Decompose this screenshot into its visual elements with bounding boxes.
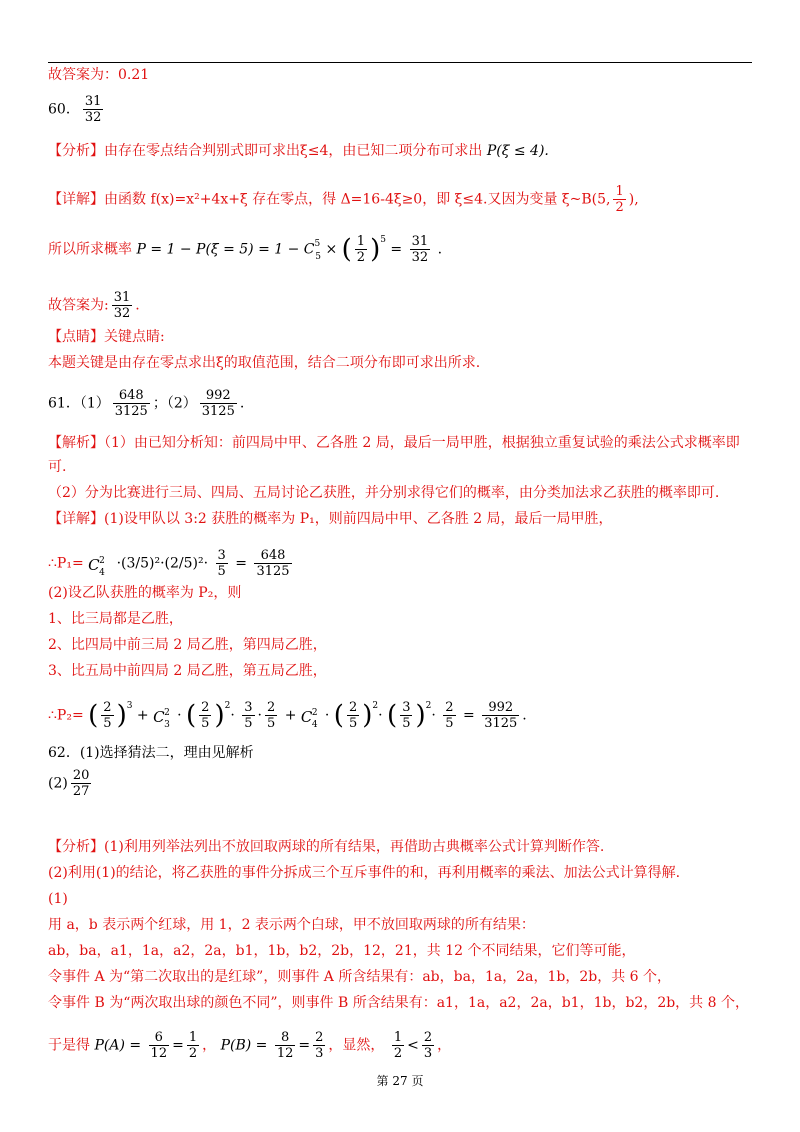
q62-analysis: 【分析】(1)利用列举法列出不放回取两球的所有结果，再借助古典概率公式计算判断作答. xyxy=(48,839,605,855)
q62-answer-1: 62．(1)选择猜法二，理由见解析 xyxy=(48,745,254,761)
header-rule xyxy=(48,62,752,63)
q61-p2-formula: ∴P₂= ( $\frac{2}{5}$ )$^3$ + C 2 3 · ( $\frac{2}{5}$ )$^2$· $\frac{3}{5}$ · $\frac{2}{5}$ + C 2 4 · ( $\frac{2}{5}$ )$^2$· ( $\frac{3}{5}$ )$^2$· $\frac{2}{5}$ = $\frac{992}{3125}$ . xyxy=(48,700,527,731)
key-point: 【点睛】关键点睛: xyxy=(48,329,165,345)
q62-step-2: 用 a，b 表示两个红球，用 1，2 表示两个白球，甲不放回取两球的所有结果： xyxy=(48,917,535,933)
page-footer: 第 27 页 xyxy=(376,1074,424,1088)
case-1: 1、比三局都是乙胜， xyxy=(48,611,183,627)
q60-probability: 所以所求概率 $P = 1 - P(\xi = 5) = 1 - C^5_5$ × ( $\frac{1}{2}$ )$^5$ = $\frac{31}{32}$ . xyxy=(48,234,443,265)
q62-step-5: 令事件 B 为“两次取出球的颜色不同”，则事件 B 所含结果有：a1，1a，a2，2a，b1，1b，b2，2b，共 8 个， xyxy=(48,995,749,1011)
q61-solution-2: （2）分为比赛进行三局、四局、五局讨论乙获胜，并分别求得它们的概率，由分类加法求乙获胜的概率即可. xyxy=(48,485,720,501)
case-2: 2、比四局中前三局 2 局乙胜，第四局乙胜， xyxy=(48,637,327,653)
q60-number: 60． xyxy=(48,101,80,118)
q62-step-6: 于是得 P(A) = $\frac{6}{12}$ = $\frac{1}{2}$ ， P(B) = $\frac{8}{12}$ = $\frac{2}{3}$ ，显然， $\frac{1}{2}$ < $\frac{2}{3}$ ， xyxy=(48,1030,452,1061)
half-fraction: $\frac{1}{2}$ xyxy=(615,184,624,215)
detail-text: 由函数 f(x)=x²+4x+ξ 存在零点，得 Δ=16-4ξ≥0，即 ξ≤4.又因为变量 ξ~B(5, xyxy=(104,191,611,208)
q61-detail: 【详解】(1)设甲队以 3:2 获胜的概率为 P₁，则前四局中甲、乙各胜 2 局，最后一局甲胜， xyxy=(48,511,613,527)
key-point-tag: 【点睛】 xyxy=(48,329,104,345)
q60-fraction: $\frac{31}{32}$ xyxy=(84,94,102,125)
q61-answer: 61．（1） $\frac{648}{3125}$ ；（2） $\frac{992}{3125}$ . xyxy=(48,388,245,419)
q62-analysis-2: (2)利用(1)的结论，将乙获胜的事件分拆成三个互斥事件的和，再利用概率的乘法、加法公式计算得解. xyxy=(48,865,681,881)
key-point-body: 本题关键是由存在零点求出ξ的取值范围，结合二项分布即可求出所求. xyxy=(48,355,481,371)
detail-tag: 【详解】 xyxy=(48,191,104,208)
q62-answer-2: (2) $\frac{20}{27}$ xyxy=(48,768,90,799)
analysis-math: P(ξ ≤ 4). xyxy=(486,143,549,159)
q60-detail: 【详解】由函数 f(x)=x²+4x+ξ 存在零点，得 Δ=16-4ξ≥0，即 ξ≤4.又因为变量 ξ~B(5, $\frac{1}{2}$ ), xyxy=(48,184,639,215)
q60-final-answer: 故答案为: $\frac{31}{32}$ . xyxy=(48,290,140,321)
q61-solution: 【解析】（1）由已知分析知：前四局中甲、乙各胜 2 局，最后一局甲胜，根据独立重复试验的乘法公式求概率即 xyxy=(48,435,740,451)
analysis-tag: 【分析】 xyxy=(48,143,104,159)
q60-analysis xyxy=(48,142,549,160)
q62-step-4: 令事件 A 为“第二次取出的是红球”，则事件 A 所含结果有：ab，ba，1a，2a，1b，2b，共 6 个， xyxy=(48,969,672,985)
q61-solution-cont: 可. xyxy=(48,459,67,475)
q61-p2-intro: (2)设乙队获胜的概率为 P₂，则 xyxy=(48,585,242,601)
q61-p1-formula: ∴P₁= C 2 4 ·(3/5)²·(2/5)²· $\frac{3}{5}$ = $\frac{648}{3125}$ xyxy=(48,548,290,579)
case-3: 3、比五局中前四局 2 局乙胜，第五局乙胜， xyxy=(48,663,327,679)
solution-tag: 【解析】 xyxy=(48,435,104,451)
q62-step-1: (1) xyxy=(48,891,68,907)
analysis-text: 由存在零点结合判别式即可求出ξ≤4，由已知二项分布可求出 xyxy=(104,143,483,159)
q60-answer xyxy=(48,94,106,125)
q62-step-3: ab，ba，a1，1a，a2，2a，b1，1b，b2，2b，12，21，共 12 个不同结果，它们等可能， xyxy=(48,943,636,959)
answer-line: 故答案为：0.21 xyxy=(48,67,150,83)
